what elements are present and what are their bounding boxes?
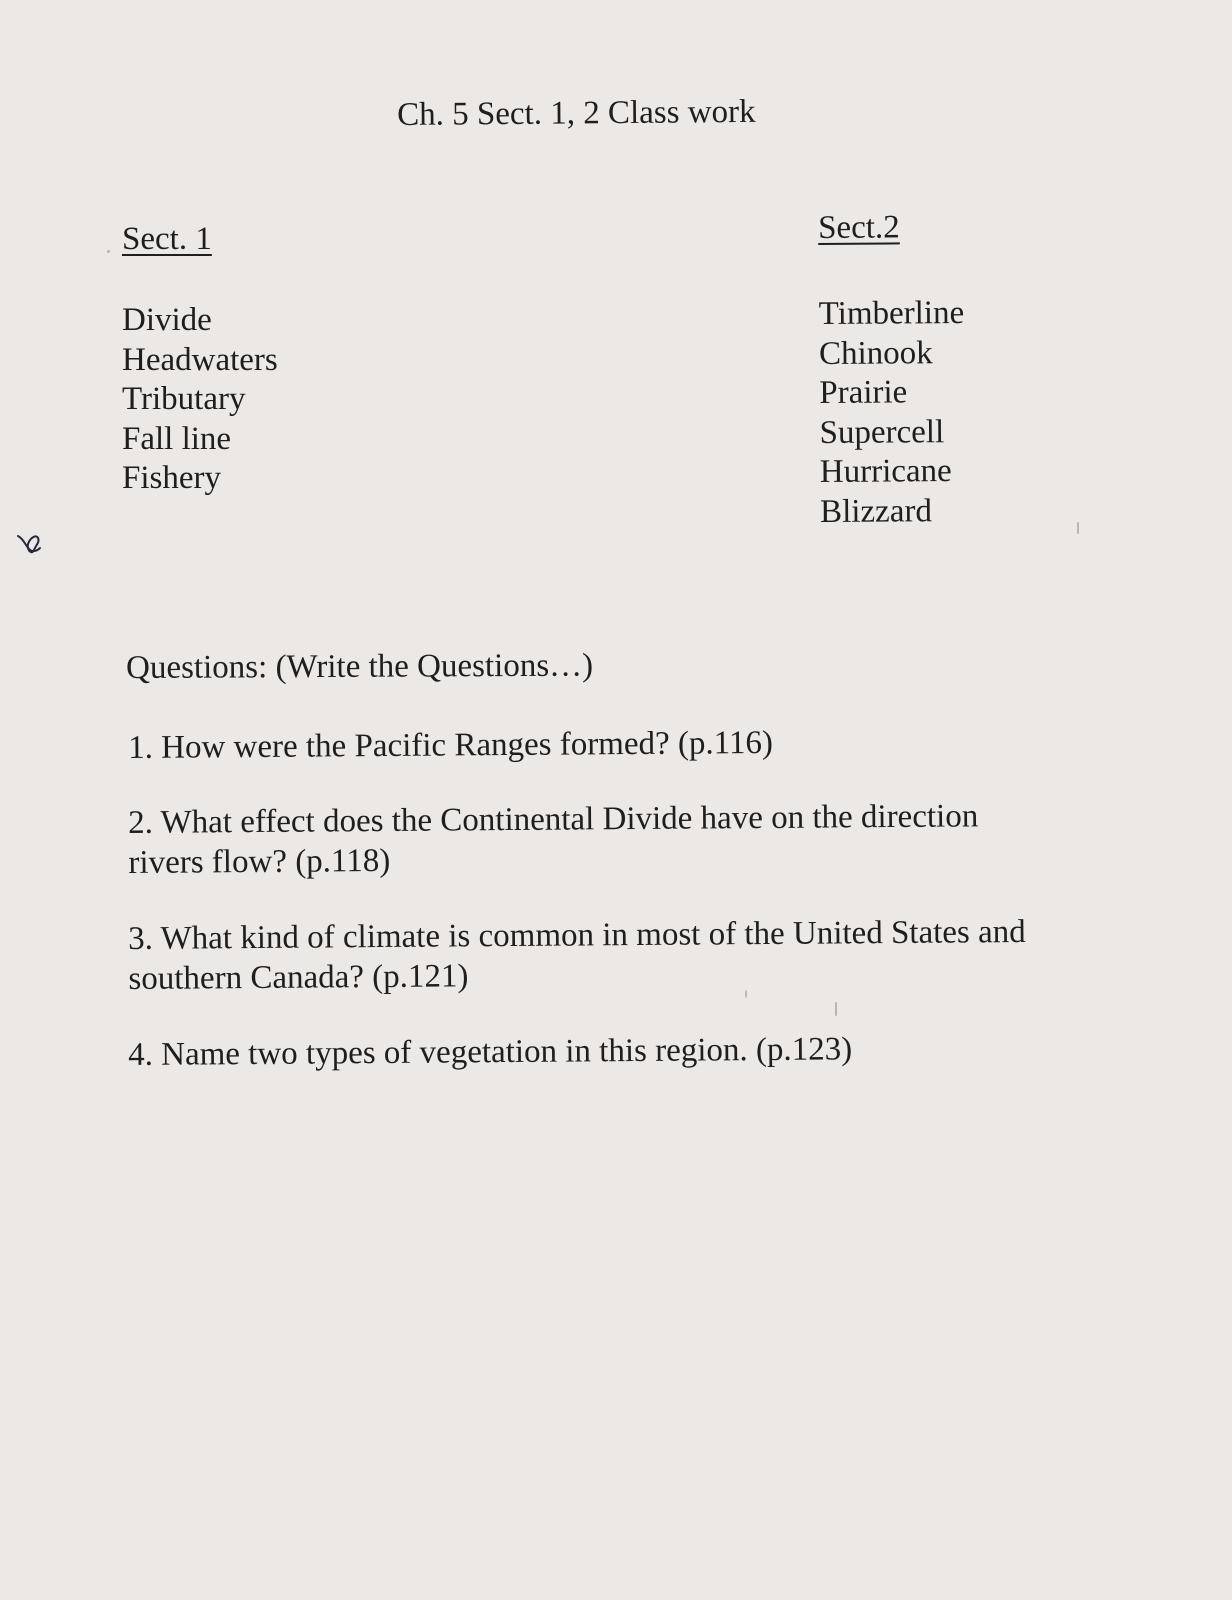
questions-heading: Questions: (Write the Questions…) [126,647,594,686]
term-item: Divide [122,302,212,338]
handwritten-mark-icon [14,528,46,560]
term-item: Blizzard [819,492,933,530]
section-2-term-list [819,294,966,532]
question-item: 3. What kind of climate is common in most of the United States and southern Canada? (p.121) [128,913,1026,997]
term-item: Headwaters [122,341,278,378]
term-item: Fall line [122,420,232,457]
section-2-heading: Sect.2 [818,209,900,246]
term-item: Prairie [819,374,908,411]
section-2 [818,209,966,532]
question-item: 2. What effect does the Continental Divide have on the direction rivers flow? (p.118) [128,798,979,881]
term-item: Timberline [818,294,965,332]
term-item: Chinook [818,334,933,372]
scan-speck [835,1002,837,1016]
term-item: Tributary [122,381,246,417]
section-1-term-list [122,301,278,499]
page-title: Ch. 5 Sect. 1, 2 Class work [397,93,756,133]
term-item: Supercell [819,413,945,451]
scan-speck [1077,522,1079,534]
section-1 [122,221,278,499]
scan-speck [745,990,747,998]
term-item: Fishery [122,460,221,496]
question-item: 4. Name two types of vegetation in this region. (p.123) [128,1031,853,1073]
term-item: Hurricane [819,453,952,490]
section-1-heading: Sect. 1 [122,221,212,257]
question-item: 1. How were the Pacific Ranges formed? (p.116) [128,724,774,766]
scan-speck [107,250,110,253]
